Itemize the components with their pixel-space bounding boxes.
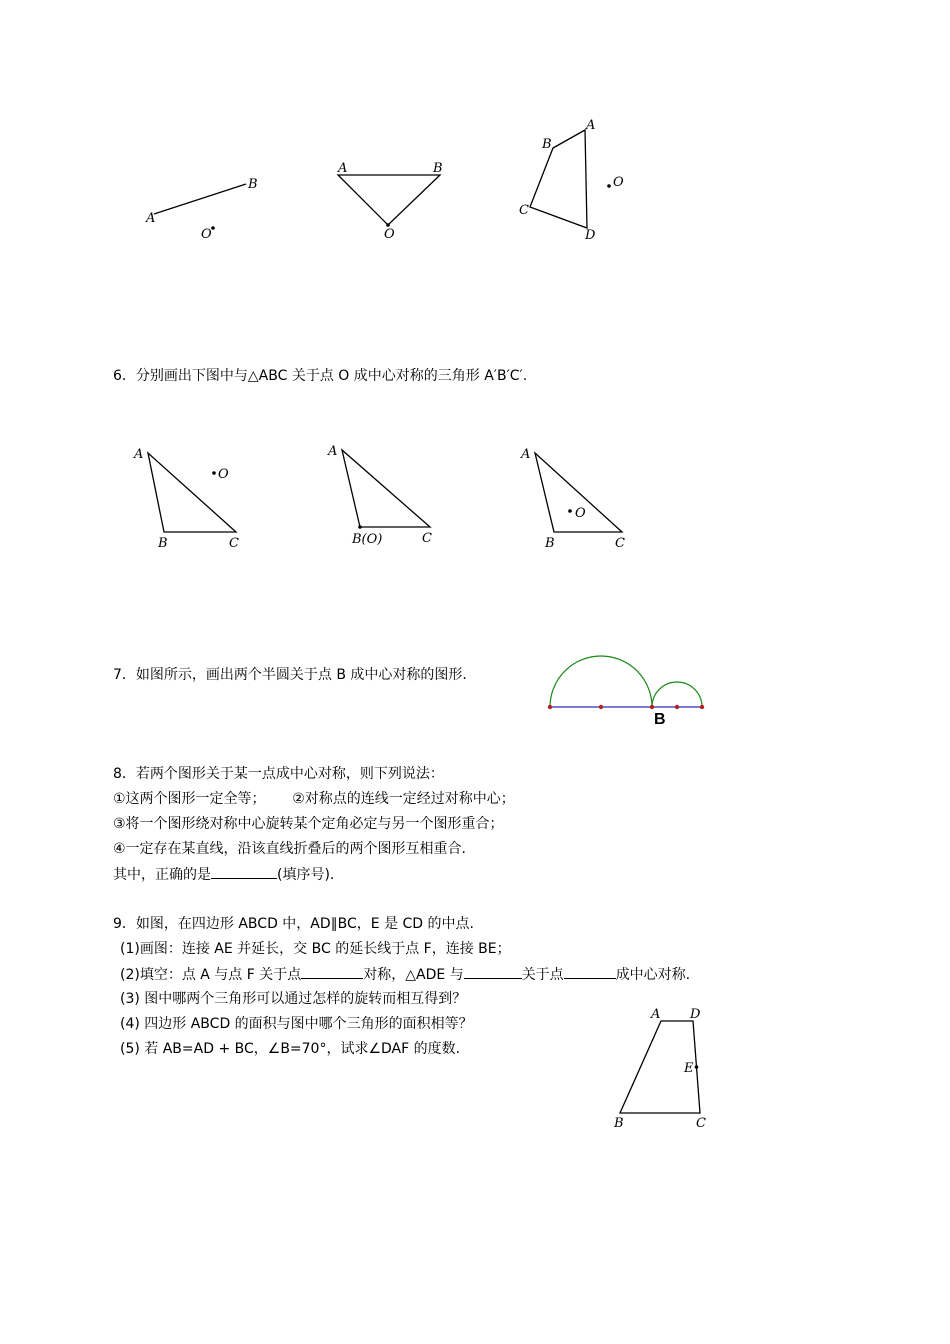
q9-part-4: (4) 四边形 ABCD 的面积与图中哪个三角形的面积相等？ — [120, 1016, 473, 1032]
q7-text: 7．如图所示，画出两个半圆关于点 B 成中心对称的图形. — [113, 667, 467, 683]
q8-line-1: 8．若两个图形关于某一点成中心对称，则下列说法： — [113, 766, 444, 782]
q9-part-5: (5) 若 AB=AD + BC，∠B=70°，试求∠DAF 的度数. — [120, 1041, 461, 1057]
q9-part-2-c: 关于点 — [521, 967, 564, 983]
q9-part-2 — [120, 964, 690, 985]
label-b: B — [248, 177, 258, 192]
point-o — [211, 226, 215, 230]
label-a: A — [521, 447, 531, 462]
point-b — [650, 705, 654, 709]
q6-text: 6．分别画出下图中与△ABC 关于点 O 成中心对称的三角形 A′B′C′. — [113, 368, 528, 384]
q9-part-2-d: 成中心对称. — [615, 967, 691, 983]
q7-figure-semicircles — [540, 650, 715, 730]
triangle-abo — [338, 175, 440, 225]
label-b-o: B(O) — [352, 532, 383, 547]
q9-blank-2[interactable] — [464, 964, 522, 979]
label-o: O — [384, 227, 395, 242]
point-o — [607, 184, 611, 188]
point-large-center — [599, 705, 603, 709]
point-o — [212, 471, 216, 475]
label-a: A — [651, 1007, 661, 1022]
q8-line-4: ④一定存在某直线，沿该直线折叠后的两个图形互相重合. — [113, 841, 466, 857]
point-small-center — [675, 705, 679, 709]
label-b: B — [433, 161, 443, 176]
label-a: A — [134, 447, 144, 462]
label-c: C — [422, 531, 432, 546]
point-left-end — [548, 705, 552, 709]
point-o — [568, 509, 572, 513]
small-semicircle-arc — [652, 682, 702, 707]
q6-figure-1 — [128, 440, 253, 555]
triangle-abc — [342, 450, 430, 527]
label-a: A — [328, 444, 338, 459]
label-d: D — [690, 1007, 701, 1022]
q8-answer-prefix: 其中，正确的是 — [113, 867, 211, 883]
q9-blank-1[interactable] — [301, 964, 363, 979]
segment-ab — [154, 184, 246, 214]
top-figure-quadrilateral — [515, 115, 630, 245]
point-e — [695, 1065, 699, 1069]
label-a: A — [146, 211, 156, 226]
top-figure-segment — [140, 170, 280, 245]
q9-part-2-a: (2)填空：点 A 与点 F 关于点 — [120, 967, 302, 983]
label-d: D — [585, 228, 596, 243]
label-b: B — [545, 536, 555, 551]
label-b: B — [158, 536, 168, 551]
point-right-end — [700, 705, 704, 709]
label-b: B — [542, 137, 552, 152]
label-o: O — [201, 227, 212, 242]
label-a: A — [338, 161, 348, 176]
point-b-o — [358, 525, 362, 529]
q9-part-1: (1)画图：连接 AE 并延长，交 BC 的延长线于点 F，连接 BE； — [120, 941, 511, 957]
q9-part-2-b: 对称，△ADE 与 — [363, 967, 464, 983]
label-o: O — [575, 506, 586, 521]
label-o: O — [613, 175, 624, 190]
top-figure-triangle — [330, 155, 455, 245]
q8-answer-suffix: (填序号). — [277, 867, 335, 883]
q8-line-2: ①这两个图形一定全等； ②对称点的连线一定经过对称中心； — [113, 791, 515, 807]
label-c: C — [519, 203, 529, 218]
q6-figure-3 — [515, 440, 640, 555]
triangle-abc — [148, 453, 236, 532]
q8-answer-line — [113, 864, 334, 885]
q9-part-3: (3) 图中哪两个三角形可以通过怎样的旋转而相互得到？ — [120, 991, 467, 1007]
q9-title: 9．如图，在四边形 ABCD 中，AD∥BC，E 是 CD 的中点. — [113, 916, 474, 932]
q6-figure-2 — [322, 440, 447, 555]
q8-answer-blank[interactable] — [211, 864, 277, 879]
q9-figure-quadrilateral — [605, 1000, 725, 1135]
q8-line-3: ③将一个图形绕对称中心旋转某个定角必定与另一个图形重合； — [113, 816, 504, 832]
label-b: B — [654, 711, 666, 728]
label-a: A — [586, 118, 596, 133]
q9-blank-3[interactable] — [564, 964, 616, 979]
label-c: C — [615, 536, 625, 551]
quad-abcd — [530, 130, 587, 228]
label-e: E — [684, 1061, 694, 1076]
label-c: C — [229, 536, 239, 551]
label-o: O — [218, 467, 229, 482]
large-semicircle-arc — [550, 656, 652, 707]
label-b: B — [614, 1116, 624, 1131]
label-c: C — [696, 1116, 706, 1131]
